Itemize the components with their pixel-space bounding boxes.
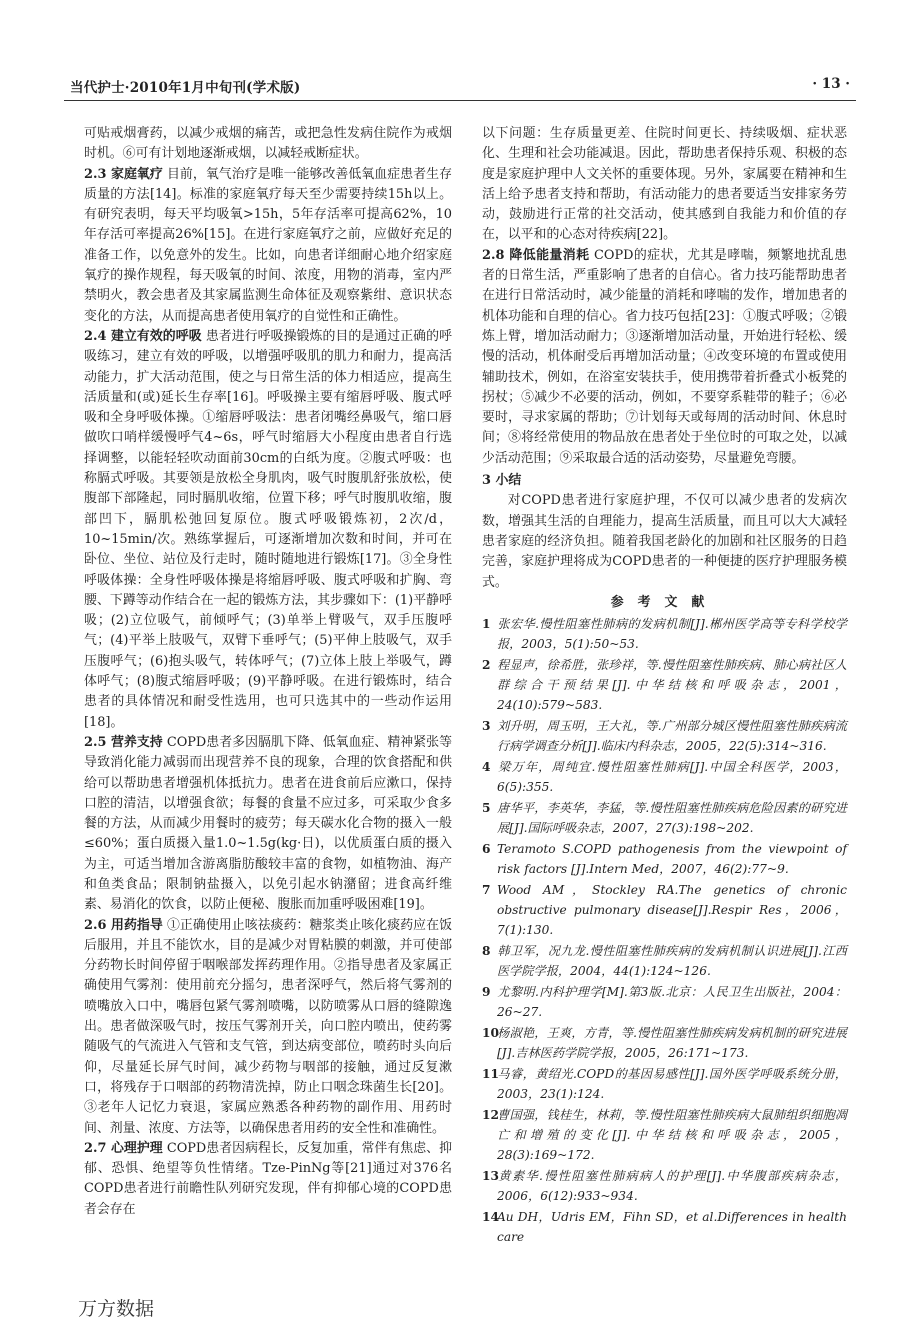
section-text: COPD患者因病程长，反复加重，常伴有焦虑、抑郁、恐惧、绝望等负性情绪。Tze-PinNg等[21]通过对376名COPD患者进行前瞻性队列研究发现，伴有抑郁心境的COPD患者会存在 bbox=[84, 1140, 452, 1217]
body-paragraph: 可贴戒烟膏药，以减少戒烟的痛苦，或把急性发病住院作为戒烟时机。⑥可有计划地逐渐戒烟，以减轻戒断症状。 bbox=[84, 126, 452, 162]
reference-text: 唐华平，李英华，李猛，等.慢性阻塞性肺疾病危险因素的研究进展[J].国际呼吸杂志，2007，27(3):198~202. bbox=[497, 801, 847, 836]
reference-number: 2 bbox=[482, 658, 491, 673]
reference-number: 13 bbox=[482, 1169, 499, 1184]
reference-number: 8 bbox=[482, 944, 491, 959]
reference-number: 14 bbox=[482, 1210, 499, 1225]
reference-item bbox=[482, 1207, 847, 1247]
section-heading: 2.6 用药指导 bbox=[84, 917, 163, 933]
section-text: COPD的症状，尤其是哮喘，频繁地扰乱患者的日常生活，严重影响了患者的自信心。省力技巧能帮助患者在进行日常活动时，减少能量的消耗和哮喘的发作，增加患者的机体功能和自理的信心。省力技巧包括[23]：①腹式呼吸；②锻炼上臂，增加活动耐力；③逐渐增加活动量，开始进行轻松、缓慢的活动，机体耐受后再增加活动量；④改变环境的布置或使用辅助技术，例如，在浴室安装扶手，使用携带着折叠式小板凳的拐杖；⑤减少不必要的活动，例如，不要穿系鞋带的鞋子；⑥必要时，寻求家属的帮助；⑦计划每天或每周的活动时间、休息时间；⑧将经常使用的物品放在患者处于坐位时的可取之处，以减少活动范围；⑨采取最合适的活动姿势，尽量避免弯腰。 bbox=[482, 247, 847, 466]
reference-item bbox=[482, 655, 847, 715]
reference-text: 马睿，黄绍光.COPD的基因易感性[J].国外医学呼吸系统分册，2003，23(1):124. bbox=[497, 1067, 847, 1102]
reference-text: 梁万年，周纯宜.慢性阻塞性肺病[J].中国全科医学，2003，6(5):355. bbox=[497, 760, 847, 795]
reference-item bbox=[482, 757, 847, 797]
reference-text: 张宏华.慢性阻塞性肺病的发病机制[J].郴州医学高等专科学校学报，2003，5(1):50~53. bbox=[497, 617, 847, 652]
section-heading: 2.8 降低能量消耗 bbox=[482, 247, 590, 263]
reference-item bbox=[482, 941, 847, 981]
reference-number: 9 bbox=[482, 985, 491, 1000]
section-text: 目前，氧气治疗是唯一能够改善低氧血症患者生存质量的方法[14]。标准的家庭氧疗每天至少需要持续15h以上。有研究表明，每天平均吸氧>15h，5年存活率可提高62%，10年存活可率提高26%[15]。在进行家庭氧疗之前，应做好充足的准备工作，以免意外的发生。比如，向患者详细耐心地介绍家庭氧疗的操作规程，每天吸氧的时间、浓度，用物的消毒，室内严禁明火，教会患者及其家属监测生命体征及观察紫绀、意识状态变化的方法，从而提高患者使用氧疗的自觉性和正确性。 bbox=[84, 166, 452, 324]
reference-item bbox=[482, 839, 847, 879]
references-title: 参考文献 bbox=[610, 594, 719, 610]
reference-text: 杨淑艳，王爽，方青，等.慢性阻塞性肺疾病发病机制的研究进展[J].吉林医药学院学报，2005，26:171~173. bbox=[497, 1026, 847, 1061]
section-heading: 2.7 心理护理 bbox=[84, 1140, 163, 1156]
reference-item bbox=[482, 1105, 847, 1165]
left-column bbox=[84, 124, 452, 1220]
reference-number: 10 bbox=[482, 1026, 499, 1041]
reference-text: 曹国强，钱桂生，林莉，等.慢性阻塞性肺疾病大鼠肺组织细胞凋亡和增殖的变化[J].中华结核和呼吸杂志，2005，28(3):169~172. bbox=[497, 1108, 847, 1163]
reference-text: 尤黎明.内科护理学[M].第3版.北京：人民卫生出版社，2004：26~27. bbox=[497, 985, 847, 1020]
reference-item bbox=[482, 614, 847, 654]
section-paragraph bbox=[84, 916, 452, 1139]
body-paragraph: 以下问题：生存质量更差、住院时间更长、持续吸烟、症状恶化、生理和社会功能减退。因此，帮助患者保持乐观、积极的态度是家庭护理中人文关怀的重要体现。另外，家属要在精神和生活上给予患者支持和帮助，有活动能力的患者要适当安排家务劳动，鼓励进行正常的社交活动，使其感到自我能力和价值的存在，以平和的心态对待疾病[22]。 bbox=[482, 126, 847, 243]
reference-item bbox=[482, 880, 847, 940]
reference-number: 5 bbox=[482, 801, 491, 816]
right-column bbox=[482, 124, 847, 1248]
reference-number: 11 bbox=[482, 1067, 499, 1082]
reference-list bbox=[482, 614, 847, 1247]
reference-item bbox=[482, 1064, 847, 1104]
reference-item bbox=[482, 1166, 847, 1206]
reference-number: 1 bbox=[482, 617, 491, 632]
reference-text: 刘升明，周玉明，王大礼，等.广州部分城区慢性阻塞性肺疾病流行病学调查分析[J].临床内科杂志，2005，22(5):314~316. bbox=[497, 719, 847, 754]
section-paragraph bbox=[482, 246, 847, 469]
reference-text: Wood AM，Stockley RA.The genetics of chronic obstructive pulmonary disease[J].Respir Res，2006，7(1):130. bbox=[497, 883, 847, 938]
reference-text: 韩卫军，况九龙.慢性阻塞性肺疾病的发病机制认识进展[J].江西医学院学报，2004，44(1):124~126. bbox=[497, 944, 847, 979]
section-heading: 2.5 营养支持 bbox=[84, 734, 163, 750]
watermark-text: 万方数据 bbox=[78, 1298, 155, 1320]
section-text: COPD患者多因膈肌下降、低氧血症、精神紧张等导致消化能力减弱而出现营养不良的现象，合理的饮食搭配和供给可以帮助患者增强机体抵抗力。患者在进食前后应漱口，保持口腔的清洁，以增强食欲；每餐的食量不应过多，可采取少食多餐的方法，从而减少用餐时的疲劳；每天碳水化合物的摄入一般≤60%；蛋白质摄入量1.0~1.5g(kg·日)，以优质蛋白质的摄入为主，可适当增加含游离脂肪酸较丰富的食物，如植物油、海产和鱼类食品；限制钠盐摄入，以免引起水钠潴留；进食高纤维素、易消化的饮食，以防止便秘、腹胀而加重呼吸困难[19]。 bbox=[84, 734, 452, 913]
reference-item bbox=[482, 982, 847, 1022]
page-number: · 13 · bbox=[812, 76, 850, 92]
page-header bbox=[64, 74, 856, 101]
section-paragraph bbox=[84, 733, 452, 916]
reference-number: 6 bbox=[482, 842, 491, 857]
section-heading: 2.4 建立有效的呼吸 bbox=[84, 328, 202, 344]
section-text: ①正确使用止咳祛痰药：糖浆类止咳化痰药应在饭后服用，并且不能饮水，目的是减少对胃粘膜的刺激，并可使部分药物长时间停留于咽喉部发挥药理作用。②指导患者及家属正确使用气雾剂：使用前充分摇匀，患者深呼气，然后将气雾剂的喷嘴放入口中，嘴唇包紧气雾剂喷嘴，以防喷雾从口唇的缝隙逸出。患者做深吸气时，按压气雾剂开关，向口腔内喷出，使药雾随吸气的气流进入气管和支气管，到达病变部位，喷药时头向后仰，尽量延长屏气时间，减少药物与咽部的接触，通过反复漱口，将残存于口咽部的药物清洗掉，防止口咽念珠菌生长[20]。③老年人记忆力衰退，家属应熟悉各种药物的副作用、用药时间、剂量、浓度、方法等，以确保患者用药的安全性和准确性。 bbox=[84, 917, 452, 1136]
section-text: 患者进行呼吸操锻炼的目的是通过正确的呼吸练习，建立有效的呼吸，以增强呼吸肌的肌力和耐力，提高活动能力，扩大活动范围，使之与日常生活的体力相适应，提高生活质量和(或)延长生存率[16]。呼吸操主要有缩唇呼吸、腹式呼吸和全身呼吸体操。①缩唇呼吸法：患者闭嘴经鼻吸气，缩口唇做吹口哨样缓慢呼气4~6s，呼气时缩唇大小程度由患者自行选择调整，以能轻轻吹动面前30cm的白纸为度。②腹式呼吸：也称膈式呼吸。其要领是放松全身肌肉，吸气时腹肌舒张放松，使腹部下部隆起，同时膈肌收缩，位置下移；呼气时腹肌收缩，腹部凹下，膈肌松弛回复原位。腹式呼吸锻炼初，2次/d，10~15min/次。熟练掌握后，可逐渐增加次数和时间，并可在卧位、坐位、站位及行走时，随时随地进行锻炼[17]。③全身性呼吸体操：全身性呼吸体操是将缩唇呼吸、腹式呼吸和扩胸、弯腰、下蹲等动作结合在一起的锻炼方法，其步骤如下：(1)平静呼吸；(2)立位吸气，前倾呼气；(3)单举上臂吸气，双手压腹呼气；(4)平举上肢吸气，双臂下垂呼气；(5)平伸上肢吸气，双手压腹呼气；(6)抱头吸气，转体呼气；(7)立体上肢上举吸气，蹲体呼气；(8)腹式缩唇呼吸；(9)平静呼吸。在进行锻炼时，结合患者的具体情况和耐受性选用，也可只选其中的一些动作运用[18]。 bbox=[84, 328, 452, 730]
reference-text: 程显声，徐希胜，张珍祥，等.慢性阻塞性肺疾病、肺心病社区人群综合干预结果[J].中华结核和呼吸杂志，2001，24(10):579~583. bbox=[497, 658, 847, 713]
reference-text: Au DH，Udris EM，Fihn SD，et al.Differences in health care bbox=[497, 1210, 847, 1245]
journal-title: 当代护士·2010年1月中旬刊(学术版) bbox=[70, 80, 301, 96]
reference-number: 12 bbox=[482, 1108, 499, 1123]
reference-text: Teramoto S.COPD pathogenesis from the viewpoint of risk factors [J].Intern Med，2007，46(2):77~9. bbox=[497, 842, 847, 877]
reference-number: 4 bbox=[482, 760, 491, 775]
reference-number: 7 bbox=[482, 883, 491, 898]
body-paragraph: 对COPD患者进行家庭护理，不仅可以减少患者的发病次数，增强其生活的自理能力，提高生活质量，而且可以大大减轻患者家庭的经济负担。随着我国老龄化的加剧和社区服务的日趋完善，家庭护理将成为COPD患者的一种便捷的医疗护理服务模式。 bbox=[482, 493, 847, 590]
section-paragraph bbox=[84, 1139, 452, 1220]
reference-item bbox=[482, 798, 847, 838]
section-heading: 2.3 家庭氧疗 bbox=[84, 166, 163, 182]
section-heading: 3 小结 bbox=[482, 473, 522, 489]
section-paragraph bbox=[84, 327, 452, 733]
reference-text: 黄素华.慢性阻塞性肺病病人的护理[J].中华腹部疾病杂志，2006，6(12):933~934. bbox=[497, 1169, 847, 1204]
section-paragraph bbox=[84, 165, 452, 327]
reference-number: 3 bbox=[482, 719, 491, 734]
reference-item bbox=[482, 1023, 847, 1063]
reference-item bbox=[482, 716, 847, 756]
right-body bbox=[482, 124, 847, 593]
